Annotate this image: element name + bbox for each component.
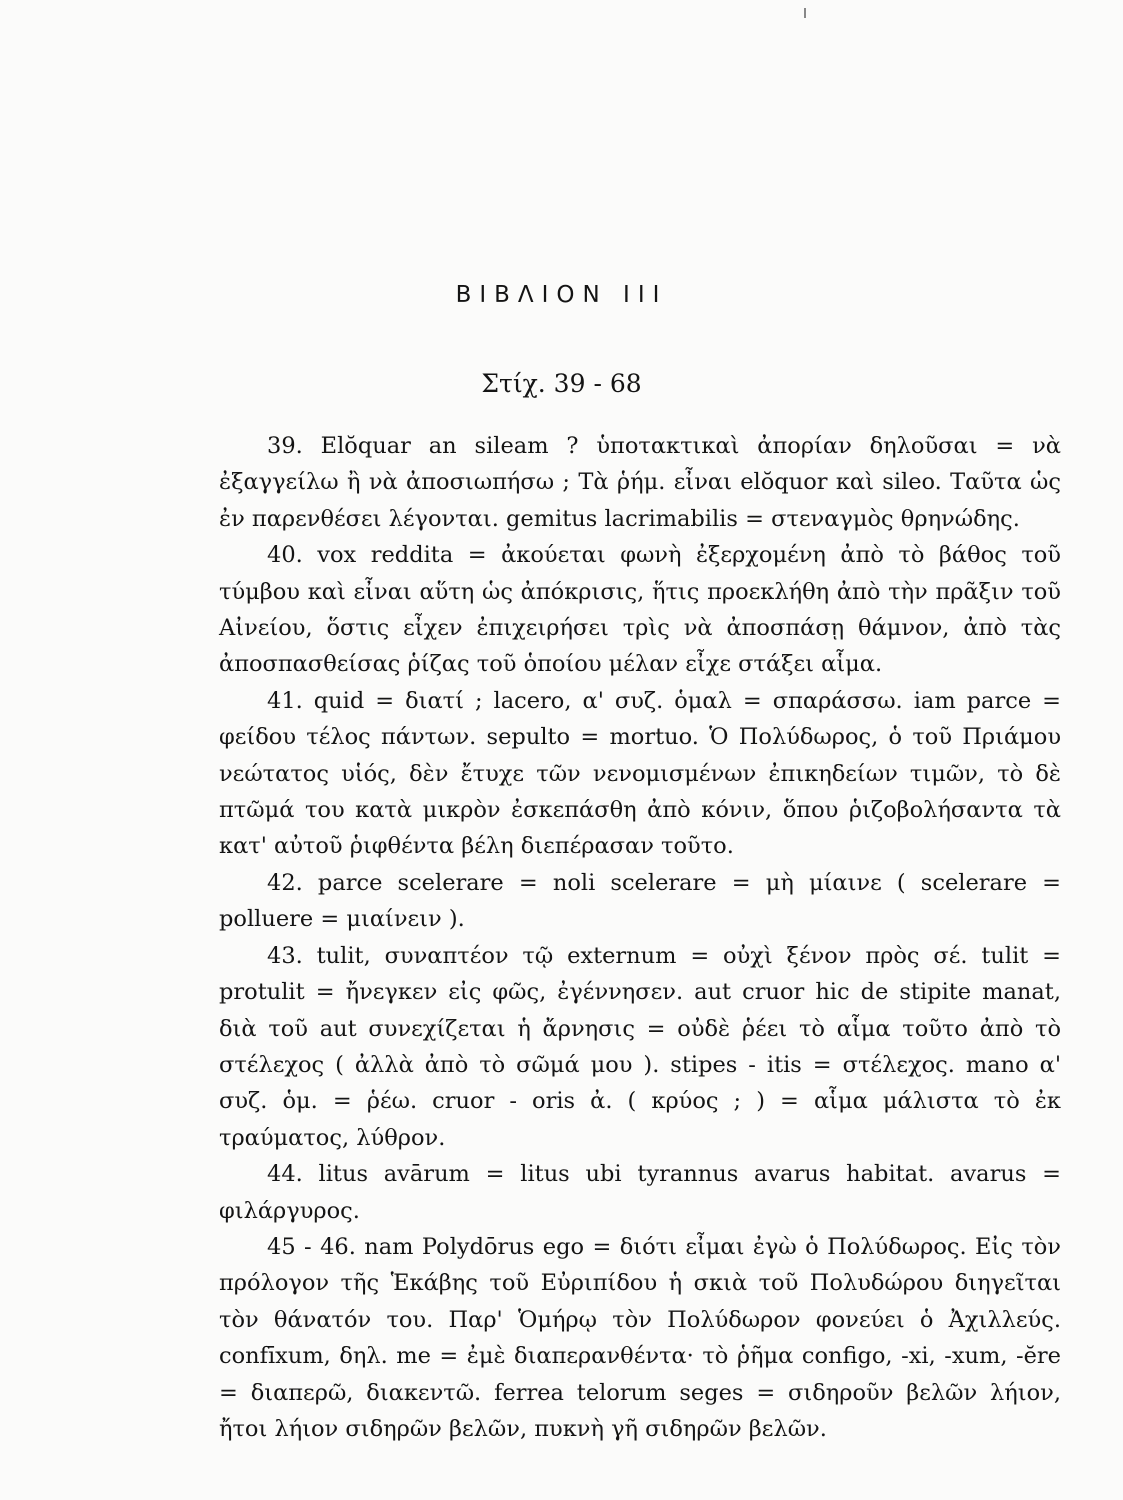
note-43: 43. tulit, συναπτέον τῷ externum = οὐχὶ ξένον πρὸς σέ. tulit = protulit = ἤνεγκεν εἰς φῶς, ἐγέννησεν. aut cruor hic de stipite manat, διὰ τοῦ aut συνεχίζεται ἡ ἄρνησις = οὐδὲ ῥέει τὸ αἷμα τοῦτο ἀπὸ τὸ στέλεχος ( ἀλλὰ ἀπὸ τὸ σῶμά μου ). stipes - itis = στέλεχος. mano α' συζ. ὁμ. = ῥέω. cruor - oris ἀ. ( κρύος ; ) = αἷμα μάλιστα τὸ ἐκ τραύματος, λύθρον. — [219, 942, 1061, 1151]
verse-range-heading: Στίχ. 39 - 68 — [481, 369, 642, 398]
chapter-heading: ΒΙΒΛΙΟΝ III — [455, 282, 668, 308]
commentary-body — [219, 428, 1061, 1447]
note-42: 42. parce scelerare = noli scelerare = μὴ μίαινε ( scelerare = polluere = μιαίνειν ). — [219, 869, 1061, 933]
note-39: 39. Elŏquar an sileam ? ὑποτακτικαὶ ἀπορίαν δηλοῦσαι = νὰ ἐξαγγείλω ἢ νὰ ἀποσιωπήσω ; Τὰ ῥήμ. εἶναι elŏquor καὶ sileo. Ταῦτα ὡς ἐν παρενθέσει λέγονται. gemitus lacrimabilis = στεναγμὸς θρηνώδης. — [219, 433, 1061, 532]
note-40: 40. vox reddita = ἀκούεται φωνὴ ἐξερχομένη ἀπὸ τὸ βάθος τοῦ τύμβου καὶ εἶναι αὕτη ὡς ἀπόκρισις, ἥτις προεκλήθη ἀπὸ τὴν πρᾶξιν τοῦ Αἰνείου, ὅστις εἶχεν ἐπιχειρήσει τρὶς νὰ ἀποσπάσῃ θάμνον, ἀπὸ τὰς ἀποσπασθείσας ῥίζας τοῦ ὁποίου μέλαν εἶχε στάξει αἷμα. — [219, 542, 1061, 678]
note-41: 41. quid = διατί ; lacero, α' συζ. ὁμαλ = σπαράσσω. iam parce = φείδου τέλος πάντων. sepulto = mortuo. Ὁ Πολύδωρος, ὁ τοῦ Πριάμου νεώτατος υἱός, δὲν ἔτυχε τῶν νενομισμένων ἐπικηδείων τιμῶν, τὸ δὲ πτῶμά του κατὰ μικρὸν ἐσκεπάσθη ἀπὸ κόνιν, ὅπου ῥιζοβολήσαντα τὰ κατ' αὐτοῦ ῥιφθέντα βέλη διεπέρασαν τοῦτο. — [219, 687, 1061, 860]
margin-mark — [804, 8, 806, 18]
note-44: 44. litus avārum = litus ubi tyrannus avarus habitat. avarus = φιλάργυρος. — [219, 1161, 1061, 1224]
note-45-46: 45 - 46. nam Polydōrus ego = διότι εἶμαι ἐγὼ ὁ Πολύδωρος. Εἰς τὸν πρόλογον τῆς Ἑκάβης τοῦ Εὐριπίδου ἡ σκιὰ τοῦ Πολυδώρου διηγεῖται τὸν θάνατόν του. Παρ' Ὁμήρῳ τὸν Πολύδωρον φονεύει ὁ Ἀχιλλεύς. confīxum, δηλ. me = ἐμὲ διαπερανθέντα· τὸ ῥῆμα configo, -xi, -xum, -ĕre = διαπερῶ, διακεντῶ. ferrea telorum seges = σιδηροῦν βελῶν λήιον, ἤτοι λήιον σιδηρῶν βελῶν, πυκνὴ γῆ σιδηρῶν βελῶν. — [219, 1233, 1061, 1442]
